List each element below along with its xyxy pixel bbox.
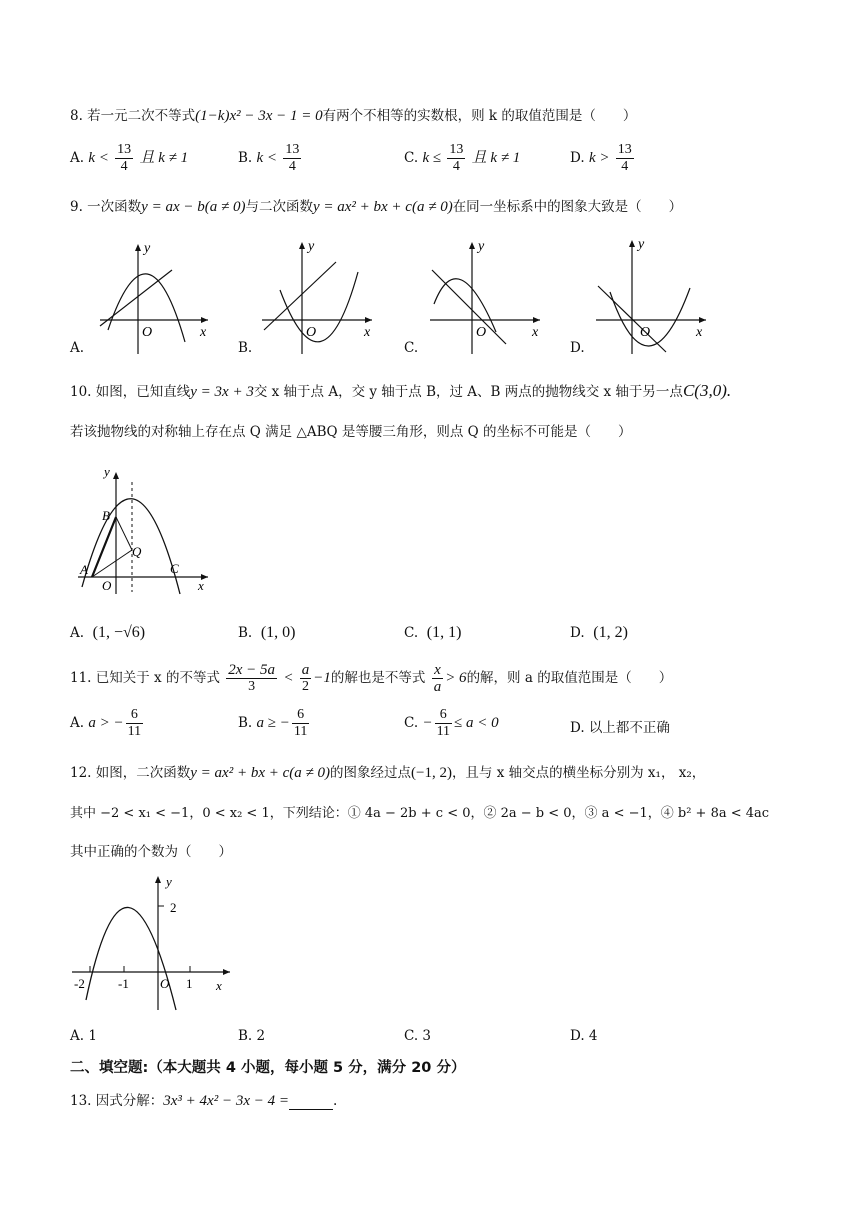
q9-c-x-label: x [532, 325, 539, 340]
q9-b-y-label: y [308, 239, 315, 254]
q10-origin: O [102, 578, 112, 593]
q12-tick-neg2: -2 [74, 976, 85, 991]
q9-a-origin: O [142, 325, 153, 340]
q8-formula: (1−k)x² − 3x − 1 = 0 [195, 108, 323, 124]
q9-option-a[interactable]: A. [70, 340, 85, 356]
q10-x-label: x [198, 578, 204, 593]
q9-option-c[interactable]: C. [404, 340, 419, 356]
q10-stem-line1: 10. 如图，已知直线y = 3x + 3交 x 轴于点 A，交 y 轴于点 B，过 A、B 两点的抛物线交 x 轴于另一点C(3,0). [70, 381, 732, 400]
q9-b-x-label: x [364, 325, 371, 340]
q13-answer-blank[interactable] [289, 1095, 333, 1110]
q9-d-x-label: x [696, 325, 703, 340]
q9-option-d[interactable]: D. [570, 340, 585, 356]
q9-d-origin: O [640, 325, 651, 340]
q9-graph-b[interactable] [262, 239, 372, 354]
q12-option-c[interactable]: C. 3 [404, 1028, 432, 1044]
q10-option-d[interactable]: D. (1, 2) [570, 624, 628, 641]
q12-option-a[interactable]: A. 1 [70, 1028, 97, 1044]
q8-option-c[interactable]: C. k ≤ $\frac{13}{4}$ 且 k ≠ 1 [404, 142, 521, 174]
q9-a-y-label: y [144, 241, 151, 256]
q9-b-origin: O [306, 325, 317, 340]
q9-option-b[interactable]: B. [238, 340, 253, 356]
q12-x-label: x [216, 978, 222, 993]
q10-option-c[interactable]: C. (1, 1) [404, 624, 462, 641]
q12-stem-line3: 其中正确的个数为（ ） [70, 844, 232, 860]
q8-option-b[interactable]: B. k < $\frac{13}{4}$ [238, 142, 300, 174]
q12-stem-line2: 其中 −2 < x₁ < −1，0 < x₂ < 1，下列结论：① 4a − 2b + c < 0，② 2a − b < 0，③ a < −1，④ b² + 8a < 4ac [70, 806, 770, 821]
q12-tick-1: 1 [186, 976, 193, 991]
q8-stem: 8. 若一元二次不等式(1−k)x² − 3x − 1 = 0有两个不相等的实数根，则 k 的取值范围是（ ） [70, 108, 637, 124]
q9-c-origin: O [476, 325, 487, 340]
q8-option-a[interactable]: A. k < $\frac{13}{4}$ 且 k ≠ 1 [70, 142, 189, 174]
q10-point-b: B [102, 508, 110, 523]
q10-point-q: Q [132, 544, 142, 559]
q12-tick-2: 2 [170, 900, 177, 915]
q9-c-y-label: y [478, 239, 485, 254]
q12-option-d[interactable]: D. 4 [570, 1028, 598, 1044]
q12-y-label: y [166, 874, 172, 889]
q12-figure [66, 870, 246, 1020]
q10-option-a[interactable]: A. (1, −√6) [70, 624, 146, 641]
q10-figure [72, 462, 232, 602]
q13-stem: 13. 因式分解：3x³ + 4x² − 3x − 4 = . [70, 1093, 338, 1109]
q10-option-b[interactable]: B. (1, 0) [238, 624, 296, 641]
q11-stem: 11. 已知关于 x 的不等式 $\frac{2x - 5a}{3}$ < $\frac{a}{2}$ −1的解也是不等式 $\frac{x}{a}$ > 6的解，则 a 的取值范围是（ ） [70, 662, 673, 695]
q11-option-b[interactable]: B. a ≥ − $\frac{6}{11}$ [238, 707, 308, 739]
q10-stem-line2: 若该抛物线的对称轴上存在点 Q 满足 △ABQ 是等腰三角形，则点 Q 的坐标不可能是（ ） [70, 424, 632, 440]
q9-graph-a[interactable] [100, 241, 208, 354]
q12-origin: O [160, 976, 170, 991]
q10-point-c: C [170, 561, 179, 576]
q10-point-a: A [80, 562, 88, 577]
q12-stem-line1: 12. 如图，二次函数y = ax² + bx + c(a ≠ 0)的图象经过点(−1, 2)，且与 x 轴交点的横坐标分别为 x₁， x₂， [70, 765, 706, 781]
q11-option-c[interactable]: C. − $\frac{6}{11}$ ≤ a < 0 [404, 707, 499, 739]
q9-graph-d[interactable] [596, 237, 706, 354]
q12-tick-neg1: -1 [118, 976, 129, 991]
q12-option-b[interactable]: B. 2 [238, 1028, 266, 1044]
q11-option-d[interactable]: D. 以上都不正确 [570, 720, 670, 736]
q9-graph-c[interactable] [430, 239, 540, 354]
section-heading-fill-in: 二、填空题:（本大题共 4 小题，每小题 5 分，满分 20 分） [70, 1060, 466, 1076]
q9-d-y-label: y [638, 237, 645, 252]
q9-graphs [0, 232, 860, 362]
q9-a-x-label: x [200, 325, 207, 340]
q11-option-a[interactable]: A. a > − $\frac{6}{11}$ [70, 707, 142, 739]
q8-option-d[interactable]: D. k > $\frac{13}{4}$ [570, 142, 632, 174]
q10-y-label: y [104, 464, 110, 479]
q9-stem: 9. 一次函数y = ax − b(a ≠ 0)与二次函数y = ax² + bx + c(a ≠ 0)在同一坐标系中的图象大致是（ ） [70, 199, 683, 215]
